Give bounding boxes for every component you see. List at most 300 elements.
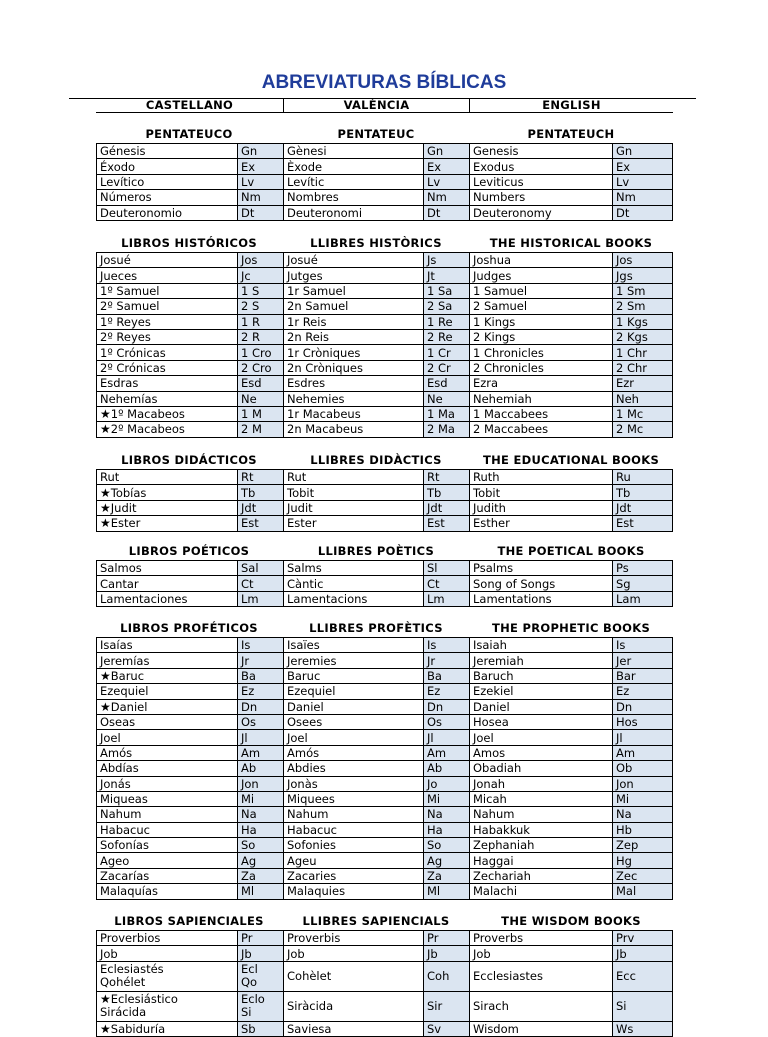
abbreviation: Ab (427, 761, 443, 776)
book-name: Números (100, 190, 152, 205)
abbreviation-cell (424, 253, 470, 268)
abbreviation-cell (424, 314, 470, 329)
book-name: Deuteronomi (287, 205, 363, 220)
abbreviation-cell (613, 761, 673, 776)
abbreviation-cell (238, 299, 284, 314)
book-name: Malachi (473, 884, 518, 899)
book-name: Génesis (100, 144, 146, 159)
table-row (470, 822, 673, 837)
book-table-castellano (96, 252, 284, 438)
abbreviation: Jon (241, 776, 259, 791)
book-name: 2n Reis (287, 330, 329, 345)
book-name-cell (97, 868, 238, 883)
table-row (470, 329, 673, 344)
table-row (97, 159, 284, 174)
abbreviation: Dn (427, 699, 444, 714)
abbreviation: Dn (241, 699, 258, 714)
book-name-cell (284, 253, 424, 268)
abbreviation: Ag (427, 853, 443, 868)
abbreviation: Zep (616, 838, 639, 853)
book-name: 1º Macabeos (110, 407, 185, 422)
book-name-cell (470, 961, 613, 991)
table-row (470, 730, 673, 745)
book-name-cell (97, 776, 238, 791)
book-name: Proverbs (473, 931, 524, 946)
table-row (97, 345, 284, 360)
book-name-cell (470, 868, 613, 883)
abbreviation: Hg (616, 853, 632, 868)
table-row (284, 500, 470, 515)
book-name-cell (470, 684, 613, 699)
book-name: Wisdom (473, 1021, 519, 1036)
book-name: 1r Cròniques (287, 345, 361, 360)
abbreviation: Jdt (616, 500, 632, 515)
abbreviation: 1 Sa (427, 283, 453, 298)
table-row (97, 576, 284, 591)
book-name-cell (470, 406, 613, 421)
abbreviation-cell (613, 838, 673, 853)
table-row (97, 931, 284, 946)
table-row (97, 360, 284, 375)
section-header-valencia: LLIBRES DIDÀCTICS (310, 453, 442, 467)
abbreviation-cell (238, 838, 284, 853)
abbreviation: Neh (616, 391, 639, 406)
abbreviation-cell (424, 576, 470, 591)
book-name-cell (97, 699, 238, 714)
book-name: Proverbis (287, 931, 341, 946)
book-name-cell (97, 283, 238, 298)
book-name-cell (97, 946, 238, 961)
book-name: Judit (110, 500, 137, 515)
book-table-english (469, 143, 673, 221)
abbreviation: Jb (427, 946, 438, 961)
book-name-cell (97, 174, 238, 189)
book-name-cell (284, 576, 424, 591)
book-name: Isaías (100, 638, 133, 653)
book-name: Daniel (473, 699, 510, 714)
abbreviation: Zec (616, 869, 638, 884)
table-row (470, 684, 673, 699)
book-name: Leviticus (473, 174, 524, 189)
book-name-cell (470, 730, 613, 745)
book-name: Jonah (473, 776, 506, 791)
book-name: Malaquías (100, 884, 159, 899)
table-row (284, 653, 470, 668)
abbreviation: Esd (241, 376, 262, 391)
abbreviation: Za (427, 869, 442, 884)
book-name: Lamentations (473, 591, 552, 606)
book-name: Levític (287, 174, 325, 189)
book-name-cell (284, 391, 424, 406)
abbreviation: Coh (427, 968, 450, 983)
table-row (284, 761, 470, 776)
book-name-cell (284, 591, 424, 606)
book-name: Eclesiastés Qohélet (100, 962, 164, 990)
table-row (97, 174, 284, 189)
language-valencia: VALÈNCIA (283, 99, 470, 113)
abbreviation-cell (424, 500, 470, 515)
abbreviation: Ez (616, 684, 630, 699)
table-row (284, 299, 470, 314)
table-row (284, 714, 470, 729)
book-name: Joel (100, 730, 121, 745)
abbreviation: Jr (241, 653, 250, 668)
table-row (284, 283, 470, 298)
abbreviation: Ecc (616, 968, 636, 983)
abbreviation: Ex (241, 159, 256, 174)
abbreviation: Os (427, 715, 443, 730)
table-row (284, 699, 470, 714)
abbreviation-cell (613, 268, 673, 283)
book-name-cell (284, 268, 424, 283)
abbreviation: Mi (241, 792, 255, 807)
abbreviation-cell (613, 776, 673, 791)
abbreviation: Am (616, 745, 636, 760)
book-name: Esdres (287, 376, 326, 391)
section-header-english: THE HISTORICAL BOOKS (489, 236, 653, 250)
abbreviation: Sal (241, 561, 259, 576)
book-table-castellano (96, 637, 284, 900)
abbreviation-cell (238, 791, 284, 806)
book-name: Joel (287, 730, 308, 745)
abbreviation: Rt (427, 470, 440, 485)
abbreviation-cell (424, 868, 470, 883)
table-row (470, 360, 673, 375)
book-table-valencia (283, 637, 470, 900)
book-name-cell (470, 144, 613, 159)
abbreviation-cell (424, 360, 470, 375)
book-name-cell (97, 205, 238, 220)
abbreviation: 1 M (241, 407, 262, 422)
abbreviation-cell (238, 500, 284, 515)
book-table-valencia (283, 143, 470, 221)
abbreviation-cell (613, 884, 673, 899)
abbreviation: Jos (616, 253, 633, 268)
abbreviation-cell (238, 776, 284, 791)
table-row (470, 884, 673, 899)
book-name-cell (470, 360, 613, 375)
abbreviation: Dn (616, 699, 633, 714)
abbreviation-cell (613, 253, 673, 268)
table-row (284, 190, 470, 205)
abbreviation-cell (424, 730, 470, 745)
section-header-castellano: LIBROS POÉTICOS (128, 544, 250, 558)
book-name: 2º Macabeos (110, 422, 185, 437)
book-name: Josué (100, 253, 131, 268)
abbreviation-cell (424, 144, 470, 159)
abbreviation-cell (424, 638, 470, 653)
abbreviation-cell (424, 376, 470, 391)
book-name: 2 Maccabees (473, 422, 549, 437)
abbreviation: 1 R (241, 314, 260, 329)
abbreviation: Ex (427, 159, 442, 174)
abbreviation-cell (424, 745, 470, 760)
abbreviation: Lv (241, 174, 255, 189)
book-name: Tobit (473, 485, 501, 500)
book-name-cell (284, 144, 424, 159)
abbreviation-cell (424, 159, 470, 174)
book-name-cell (470, 470, 613, 485)
book-name: Habacuc (287, 822, 337, 837)
abbreviation: Lm (241, 591, 259, 606)
abbreviation: Gn (427, 144, 444, 159)
abbreviation-cell (424, 190, 470, 205)
abbreviation: Ezr (616, 376, 635, 391)
abbreviation: Ob (616, 761, 633, 776)
book-name-cell (284, 422, 424, 437)
table-row (284, 345, 470, 360)
abbreviation-cell (424, 699, 470, 714)
book-name-cell (97, 807, 238, 822)
table-row (97, 730, 284, 745)
abbreviation-cell (238, 159, 284, 174)
abbreviation: Sl (427, 561, 438, 576)
table-row (97, 470, 284, 485)
abbreviation-cell (238, 345, 284, 360)
table-row (470, 190, 673, 205)
book-name-cell (470, 268, 613, 283)
book-name: Isaïes (287, 638, 320, 653)
abbreviation: Jos (241, 253, 258, 268)
book-name-cell (470, 591, 613, 606)
abbreviation: 1 Cr (427, 345, 451, 360)
abbreviation: Gn (616, 144, 633, 159)
abbreviation-cell (238, 391, 284, 406)
table-row (470, 205, 673, 220)
book-name: Baruch (473, 668, 514, 683)
book-name-cell (284, 884, 424, 899)
book-name-cell (284, 500, 424, 515)
book-name: Malaquies (287, 884, 346, 899)
book-name: Exodus (473, 159, 515, 174)
abbreviation: Mi (427, 792, 441, 807)
section-header-castellano: LIBROS SAPIENCIALES (114, 914, 264, 928)
book-table-valencia (283, 560, 470, 607)
abbreviation-cell (613, 699, 673, 714)
abbreviation: Prv (616, 931, 635, 946)
book-name: Nahum (473, 807, 515, 822)
abbreviation-cell (424, 561, 470, 576)
abbreviation: 1 Kgs (616, 314, 648, 329)
book-name: Genesis (473, 144, 519, 159)
book-name: Micah (473, 792, 507, 807)
abbreviation: Ct (241, 576, 254, 591)
book-name: 2º Samuel (100, 299, 160, 314)
book-name-cell (97, 761, 238, 776)
book-name: Eclesiástico Sirácida (100, 992, 178, 1020)
table-row (470, 391, 673, 406)
book-name-cell (470, 884, 613, 899)
book-name: 1r Macabeus (287, 407, 361, 422)
table-row (470, 838, 673, 853)
abbreviation-cell (613, 190, 673, 205)
table-row (284, 561, 470, 576)
book-table-english (469, 469, 673, 532)
book-name-cell (97, 576, 238, 591)
book-name-cell (284, 345, 424, 360)
section-header-english: THE PROPHETIC BOOKS (491, 621, 651, 635)
book-table-castellano (96, 930, 284, 1037)
abbreviation-cell (613, 516, 673, 531)
book-name: Ezequiel (100, 684, 149, 699)
abbreviation: 1 Mc (616, 407, 644, 422)
book-name-cell (470, 391, 613, 406)
book-name-cell (284, 838, 424, 853)
book-name-cell (284, 329, 424, 344)
book-name: Rut (287, 470, 307, 485)
book-name: Zephaniah (473, 838, 535, 853)
abbreviation-cell (613, 745, 673, 760)
book-name-cell (470, 174, 613, 189)
table-row (470, 314, 673, 329)
table-row (470, 776, 673, 791)
abbreviation-cell (424, 961, 470, 991)
abbreviation-cell (238, 684, 284, 699)
abbreviation: 2 Cro (241, 360, 272, 375)
abbreviation-cell (613, 561, 673, 576)
abbreviation-cell (613, 360, 673, 375)
book-name-cell (284, 730, 424, 745)
table-row (284, 470, 470, 485)
abbreviation: Ba (241, 668, 256, 683)
abbreviation-cell (424, 653, 470, 668)
book-name-cell (470, 807, 613, 822)
book-name: Numbers (473, 190, 526, 205)
abbreviation: 2 M (241, 422, 262, 437)
table-row (97, 638, 284, 653)
table-row (284, 684, 470, 699)
book-name-cell (470, 668, 613, 683)
table-row (284, 745, 470, 760)
table-row (284, 638, 470, 653)
abbreviation: Bar (616, 668, 636, 683)
abbreviation: Tb (241, 485, 256, 500)
abbreviation: So (241, 838, 256, 853)
book-name: Jeremiah (473, 653, 524, 668)
book-name: Sofonies (287, 838, 336, 853)
table-row (470, 406, 673, 421)
book-name: Nehemías (100, 391, 158, 406)
table-row (97, 283, 284, 298)
table-row (284, 329, 470, 344)
abbreviation: Esd (427, 376, 448, 391)
book-name: Ruth (473, 470, 500, 485)
book-name: Ezequiel (287, 684, 336, 699)
black-star-icon: ★ (100, 422, 111, 437)
table-row (97, 838, 284, 853)
abbreviation: Ps (616, 561, 629, 576)
table-row (97, 791, 284, 806)
section-header-valencia: LLIBRES SAPIENCIALS (302, 914, 450, 928)
book-name-cell (284, 714, 424, 729)
abbreviation: Lv (616, 174, 630, 189)
book-name-cell (97, 314, 238, 329)
abbreviation-cell (238, 699, 284, 714)
book-name: Ezra (473, 376, 499, 391)
table-row (470, 422, 673, 437)
abbreviation: Lm (427, 591, 445, 606)
book-name: Osees (287, 715, 323, 730)
table-row (284, 730, 470, 745)
section-header-english: PENTATEUCH (527, 127, 615, 141)
book-name: Esther (473, 516, 510, 531)
abbreviation-cell (238, 591, 284, 606)
abbreviation: Ez (427, 684, 441, 699)
abbreviation-cell (424, 485, 470, 500)
abbreviation: Tb (616, 485, 631, 500)
book-table-valencia (283, 930, 470, 1037)
book-name-cell (97, 470, 238, 485)
book-name-cell (284, 406, 424, 421)
book-name: 1 Kings (473, 314, 516, 329)
book-name-cell (97, 838, 238, 853)
book-name-cell (470, 283, 613, 298)
book-name: Abdies (287, 761, 326, 776)
abbreviation: Jr (427, 653, 436, 668)
abbreviation: 2 Sm (616, 299, 646, 314)
book-name: Sabiduría (110, 1021, 166, 1036)
abbreviation: 2 Re (427, 330, 453, 345)
abbreviation-cell (424, 714, 470, 729)
page-title: ABREVIATURAS BÍBLICAS (261, 72, 507, 93)
table-row (470, 485, 673, 500)
abbreviation-cell (613, 653, 673, 668)
abbreviation-cell (613, 314, 673, 329)
abbreviation: Ne (427, 391, 443, 406)
abbreviation-cell (613, 791, 673, 806)
abbreviation-cell (238, 268, 284, 283)
abbreviation: 1 S (241, 283, 260, 298)
abbreviation: Est (616, 516, 634, 531)
book-name-cell (470, 853, 613, 868)
book-name: Ageo (100, 853, 130, 868)
book-name-cell (470, 345, 613, 360)
table-row (97, 884, 284, 899)
section-header-valencia: LLIBRES HISTÒRICS (310, 236, 442, 250)
book-name-cell (470, 776, 613, 791)
abbreviation: Jdt (241, 500, 257, 515)
book-name: Habakkuk (473, 822, 530, 837)
abbreviation: Ha (241, 822, 257, 837)
abbreviation: Jl (616, 730, 623, 745)
book-name-cell (470, 376, 613, 391)
abbreviation-cell (613, 345, 673, 360)
book-name-cell (284, 761, 424, 776)
book-name-cell (470, 253, 613, 268)
abbreviation-cell (424, 853, 470, 868)
book-name: Esdras (100, 376, 139, 391)
book-name-cell (470, 931, 613, 946)
table-row (470, 699, 673, 714)
abbreviation: Tb (427, 485, 442, 500)
table-row (97, 190, 284, 205)
book-name: Siràcida (287, 998, 334, 1013)
abbreviation: Pr (241, 931, 253, 946)
abbreviation: Dt (241, 205, 255, 220)
abbreviation: Nm (427, 190, 447, 205)
book-name-cell (97, 961, 238, 991)
book-name: 1º Samuel (100, 283, 160, 298)
abbreviation-cell (238, 822, 284, 837)
abbreviation: Ecl Qo (241, 962, 258, 990)
book-name: Jeremies (287, 653, 337, 668)
abbreviation: Jon (616, 776, 634, 791)
table-row (470, 253, 673, 268)
book-name-cell (284, 638, 424, 653)
book-name-cell (470, 822, 613, 837)
book-name: Job (100, 946, 118, 961)
book-name: Josué (287, 253, 318, 268)
